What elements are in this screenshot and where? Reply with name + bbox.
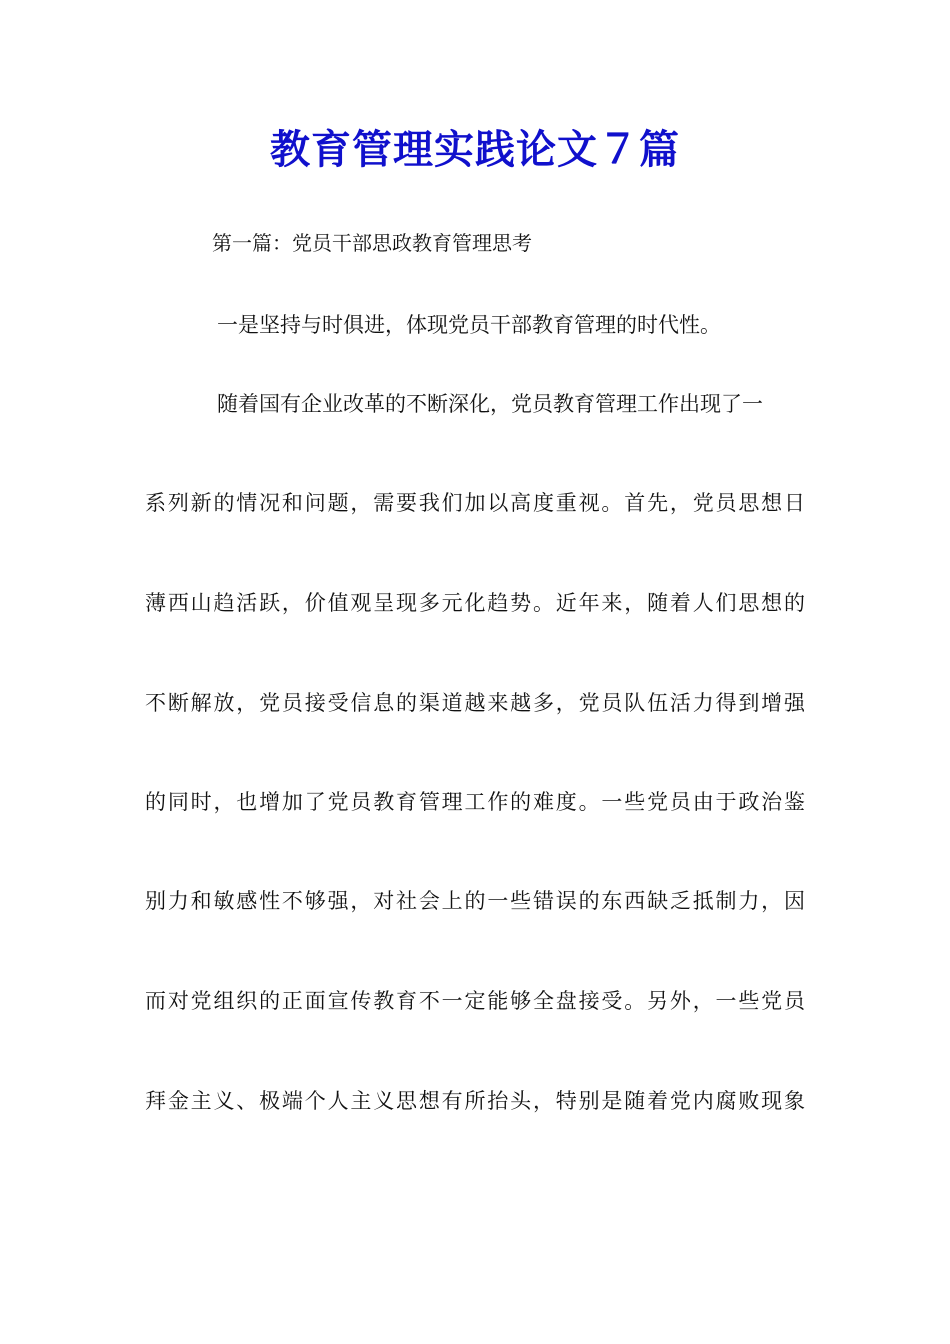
section-heading: 第一篇：党员干部思政教育管理思考 [212, 231, 532, 255]
paragraph-line: 不断解放，党员接受信息的渠道越来越多，党员队伍活力得到增强 [145, 691, 805, 715]
paragraph-line: 薄西山趋活跃，价值观呈现多元化趋势。近年来，随着人们思想的 [145, 591, 805, 615]
paragraph-line: 别力和敏感性不够强，对社会上的一些错误的东西缺乏抵制力，因 [145, 889, 805, 913]
point-one-heading: 一是坚持与时俱进，体现党员干部教育管理的时代性。 [217, 313, 721, 337]
paragraph-line: 而对党组织的正面宣传教育不一定能够全盘接受。另外，一些党员 [145, 989, 805, 1013]
paragraph-line: 随着国有企业改革的不断深化，党员教育管理工作出现了一 [217, 392, 763, 416]
document-title: 教育管理实践论文７篇 [270, 126, 680, 173]
paragraph-line: 的同时，也增加了党员教育管理工作的难度。一些党员由于政治鉴 [145, 790, 805, 814]
paragraph-line: 系列新的情况和问题，需要我们加以高度重视。首先，党员思想日 [145, 491, 805, 515]
paragraph-line: 拜金主义、极端个人主义思想有所抬头，特别是随着党内腐败现象 [145, 1089, 805, 1113]
